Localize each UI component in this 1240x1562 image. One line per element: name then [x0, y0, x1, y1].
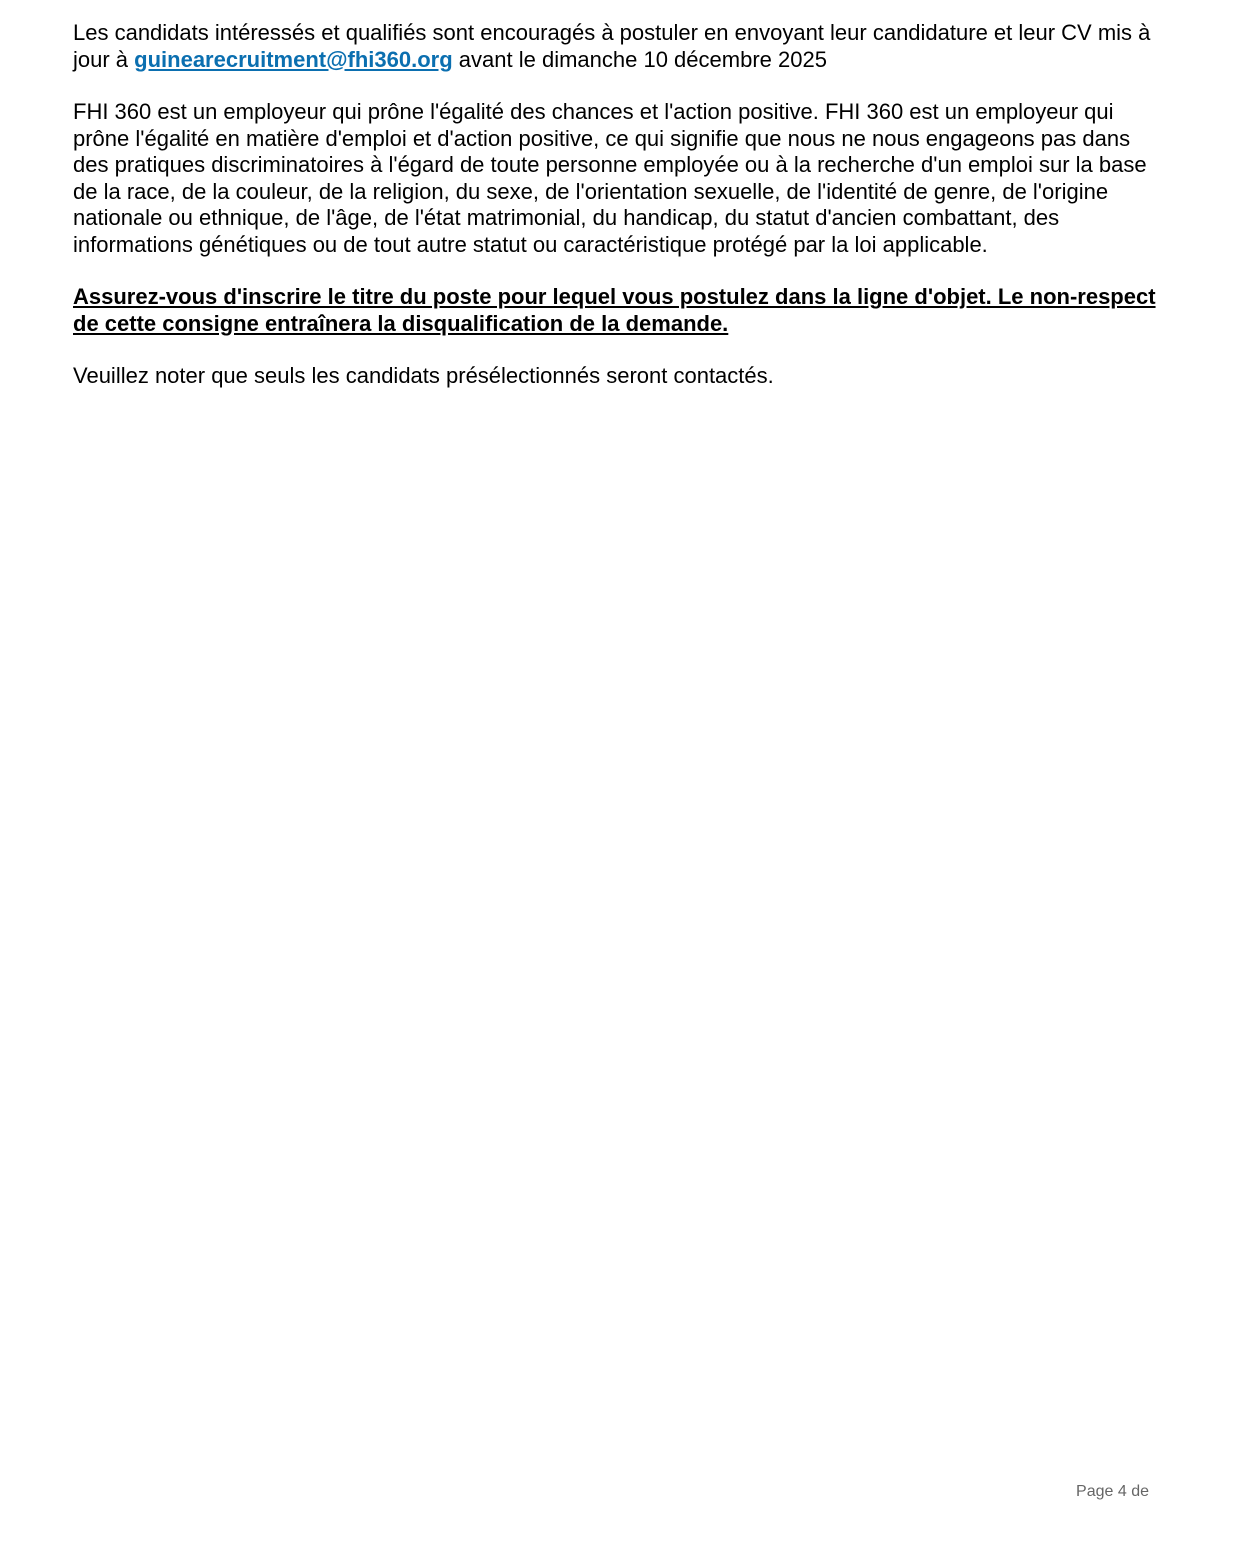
application-instructions-paragraph — [73, 20, 1163, 73]
deadline-text: avant le dimanche 10 décembre 2025 — [452, 46, 827, 72]
application-instructions-text: Les candidats intéressés et qualifiés sont encouragés à postuler en envoyant leur candidature et leur CV mis à jour à — [73, 20, 1151, 72]
page-number-footer: Page 4 de — [1076, 1483, 1149, 1500]
equal-opportunity-paragraph: FHI 360 est un employeur qui prône l'égalité des chances et l'action positive. FHI 360 est un employeur qui prône l'égalité en matière d'emploi et d'action positive, ce qui signifie que nous ne nous engageons pas dans des pratiques discriminatoires à l'égard de toute personne employée ou à la recherche d'un emploi sur la base de la race, de la couleur, de la religion, du sexe, de l'orientation sexuelle, de l'identité de genre, de l'origine nationale ou ethnique, de l'âge, de l'état matrimonial, du handicap, du statut d'ancien combattant, des informations génétiques ou de tout autre statut ou caractéristique protégé par la loi applicable. — [73, 99, 1147, 257]
shortlist-notice-paragraph: Veuillez noter que seuls les candidats présélectionnés seront contactés. — [73, 363, 774, 388]
recruitment-email-link[interactable]: guinearecruitment@fhi360.org — [134, 46, 453, 72]
subject-line-notice: Assurez-vous d'inscrire le titre du poste pour lequel vous postulez dans la ligne d'objet. Le non-respect de cette consigne entraînera la disqualification de la demande. — [73, 284, 1156, 336]
document-body — [73, 20, 1163, 416]
